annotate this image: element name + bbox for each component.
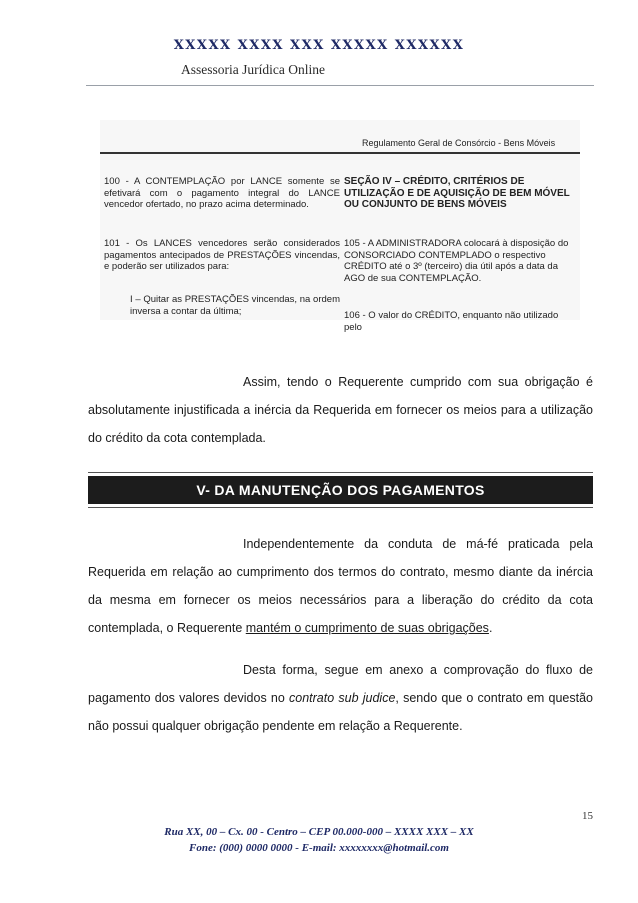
scan-doc-header: Regulamento Geral de Consórcio - Bens Móveis [362, 138, 556, 148]
section-heading-bar [88, 472, 593, 508]
paragraph-2-end: . [488, 621, 493, 635]
scan-section-iv: SEÇÃO IV – CRÉDITO, CRITÉRIOS DE UTILIZAÇÃO E DE AQUISIÇÃO DE BEM MÓVEL OU CONJUNTO DE BENS MÓVEIS [344, 176, 570, 210]
paragraph-3 [88, 656, 593, 740]
footer-address: Rua XX, 00 – Cx. 00 - Centro – CEP 00.000-000 – XXXX XXX – XX [164, 826, 474, 838]
page-number: 15 [582, 810, 593, 822]
paragraph-1 [88, 368, 593, 452]
footer-contact: Fone: (000) 0000 0000 - E-mail: xxxxxxxx@hotmail.com [188, 842, 449, 854]
paragraph-3-end: , sendo que o contrato em questão não possui qualquer obrigação pendente em relação a Requerente. [88, 691, 593, 733]
scan-clause-101-item1: I – Quitar as PRESTAÇÕES vincendas, na ordem inversa a contar da última; [130, 294, 340, 317]
header-title: XXXXX XXXX XXX XXXXX XXXXXX [173, 38, 465, 53]
header-subtitle: Assessoria Jurídica Online [181, 62, 325, 77]
paragraph-3-text: Desta forma, segue em anexo a comprovação do fluxo de pagamento dos valores devidos no [88, 663, 593, 705]
scan-clause-106: 106 - O valor do CRÉDITO, enquanto não utilizado pelo [344, 310, 559, 333]
section-heading: V- DA MANUTENÇÃO DOS PAGAMENTOS [88, 476, 593, 504]
paragraph-2-text: Independentemente da conduta de má-fé praticada pela Requerida em relação ao cumprimento dos termos do contrato, mesmo diante da inércia da mesma em fornecer os meios necessários para a liberação do crédito da cota contemplada, o Requerente [88, 537, 593, 635]
paragraph-2 [88, 530, 593, 642]
paragraph-2-underlined: mantém o cumprimento de suas obrigações [245, 621, 489, 635]
paragraph-3-italic: contrato sub judice [289, 691, 396, 705]
embedded-scan-image [100, 120, 580, 333]
paragraph-1-text: Assim, tendo o Requerente cumprido com sua obrigação é absolutamente injustificada a inércia da Requerida em fornecer os meios para a utilização do crédito da cota contemplada. [88, 375, 593, 445]
scan-clause-100: 100 - A CONTEMPLAÇÃO por LANCE somente se efetivará com o pagamento integral do LANCE vencedor ofertado, no prazo acima determinado. [104, 176, 340, 210]
scan-clause-105: 105 - A ADMINISTRADORA colocará à disposição do CONSORCIADO CONTEMPLADO o respectivo CRÉDITO até o 3º (terceiro) dia útil após a data da AGO de sua CONTEMPLAÇÃO. [344, 238, 569, 284]
header-divider [86, 85, 594, 86]
scan-header-rule [100, 152, 580, 154]
scan-clause-101: 101 - Os LANCES vencedores serão considerados pagamentos antecipados de PRESTAÇÕES vincendas, e poderão ser utilizados para: [104, 238, 340, 272]
